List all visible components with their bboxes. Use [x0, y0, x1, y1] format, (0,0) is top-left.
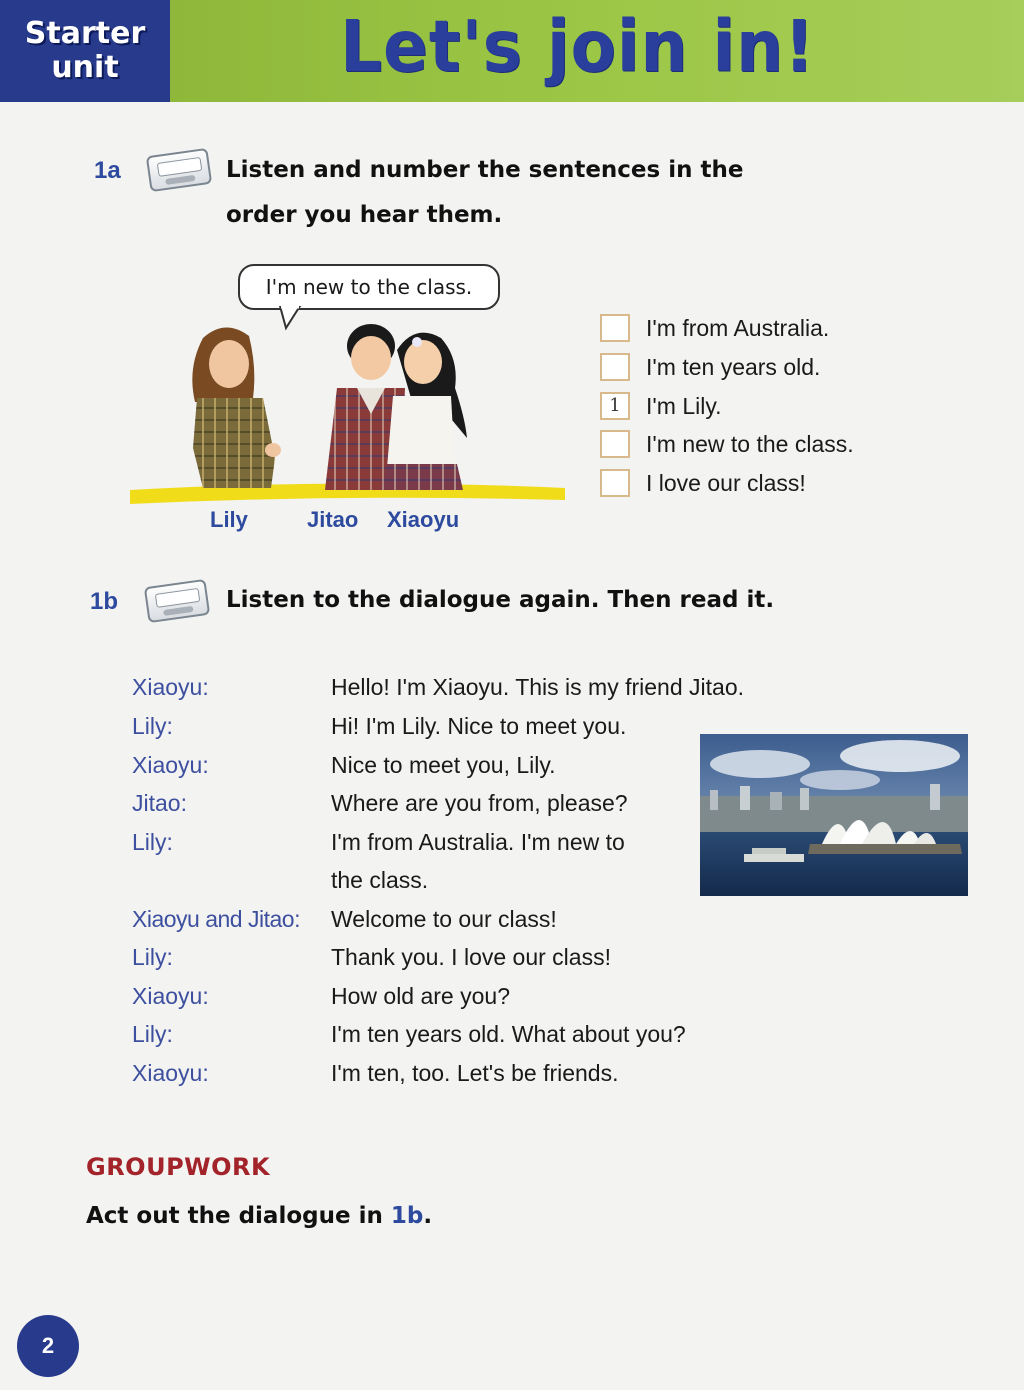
checklist-sentence: I'm new to the class. [646, 430, 854, 457]
speaker: Lily: [132, 829, 173, 855]
dialogue-line: I'm ten years old. What about you? [331, 1021, 686, 1047]
number-box[interactable] [600, 353, 630, 381]
dialogue-line: I'm ten, too. Let's be friends. [331, 1060, 619, 1086]
children-illustration [125, 318, 575, 518]
dialogue-line: How old are you? [331, 983, 510, 1009]
dialogue-line: the class. [331, 867, 429, 893]
name-lily: Lily [210, 507, 248, 532]
name-xiaoyu: Xiaoyu [387, 507, 460, 532]
exercise-1a-number: 1a [94, 157, 121, 184]
exercise-1b-instruction: Listen to the dialogue again. Then read it. [226, 587, 775, 613]
groupwork-heading: GROUPWORK [86, 1153, 271, 1181]
speaker: Jitao: [132, 790, 187, 816]
dialogue-line: I'm from Australia. I'm new to [331, 829, 625, 855]
speaker: Xiaoyu and Jitao: [132, 906, 300, 932]
dialogue-line: Thank you. I love our class! [331, 944, 611, 970]
number-box[interactable]: 1 [600, 392, 630, 420]
speaker: Xiaoyu: [132, 752, 209, 778]
number-box[interactable] [600, 469, 630, 497]
unit-label-line2: unit [51, 50, 119, 85]
exercise-1b-number: 1b [90, 588, 119, 615]
checklist-sentence: I'm from Australia. [646, 314, 830, 341]
number-box[interactable] [600, 314, 630, 342]
checklist-item [600, 351, 820, 383]
groupwork-text: Act out the dialogue in [86, 1203, 391, 1229]
cassette-icon[interactable] [144, 579, 210, 623]
checklist-item [600, 312, 829, 344]
unit-label-line1: Starter [24, 16, 146, 51]
page-number: 2 [17, 1315, 79, 1377]
speaker: Xiaoyu: [132, 983, 209, 1009]
dialogue-line: Hi! I'm Lily. Nice to meet you. [331, 713, 627, 739]
number-box[interactable] [600, 430, 630, 458]
speaker: Xiaoyu: [132, 1060, 209, 1086]
checklist-item [600, 390, 722, 422]
lily-figure [192, 327, 281, 488]
page-header [0, 0, 1024, 102]
name-jitao: Jitao [307, 507, 359, 532]
dialogue-line: Welcome to our class! [331, 906, 557, 932]
dialogue-line: Where are you from, please? [331, 790, 628, 816]
sydney-opera-house-photo [700, 734, 968, 896]
groupwork-exercise-ref: 1b [390, 1203, 424, 1229]
dialogue-line: Nice to meet you, Lily. [331, 752, 556, 778]
checklist-sentence: I'm Lily. [646, 392, 722, 419]
speech-bubble: I'm new to the class. [238, 264, 500, 310]
checklist-sentence: I'm ten years old. [646, 353, 821, 380]
instruction-line-2: order you hear them. [226, 202, 503, 228]
groupwork-instruction [86, 1203, 432, 1229]
speaker: Lily: [132, 944, 173, 970]
groupwork-period: . [423, 1203, 433, 1229]
xiaoyu-figure [381, 333, 467, 490]
instruction-line-1: Listen and number the sentences in the [226, 157, 744, 183]
speaker: Xiaoyu: [132, 674, 209, 700]
speaker: Lily: [132, 1021, 173, 1047]
dialogue-line: Hello! I'm Xiaoyu. This is my friend Jitao. [331, 674, 745, 700]
page-title: Let's join in! [340, 4, 816, 89]
checklist-sentence: I love our class! [646, 469, 806, 496]
speaker: Lily: [132, 713, 173, 739]
cassette-icon[interactable] [146, 148, 212, 192]
checklist-item [600, 428, 854, 460]
exercise-1a-instruction [226, 148, 743, 238]
unit-badge [0, 0, 170, 102]
checklist-item [600, 467, 806, 499]
